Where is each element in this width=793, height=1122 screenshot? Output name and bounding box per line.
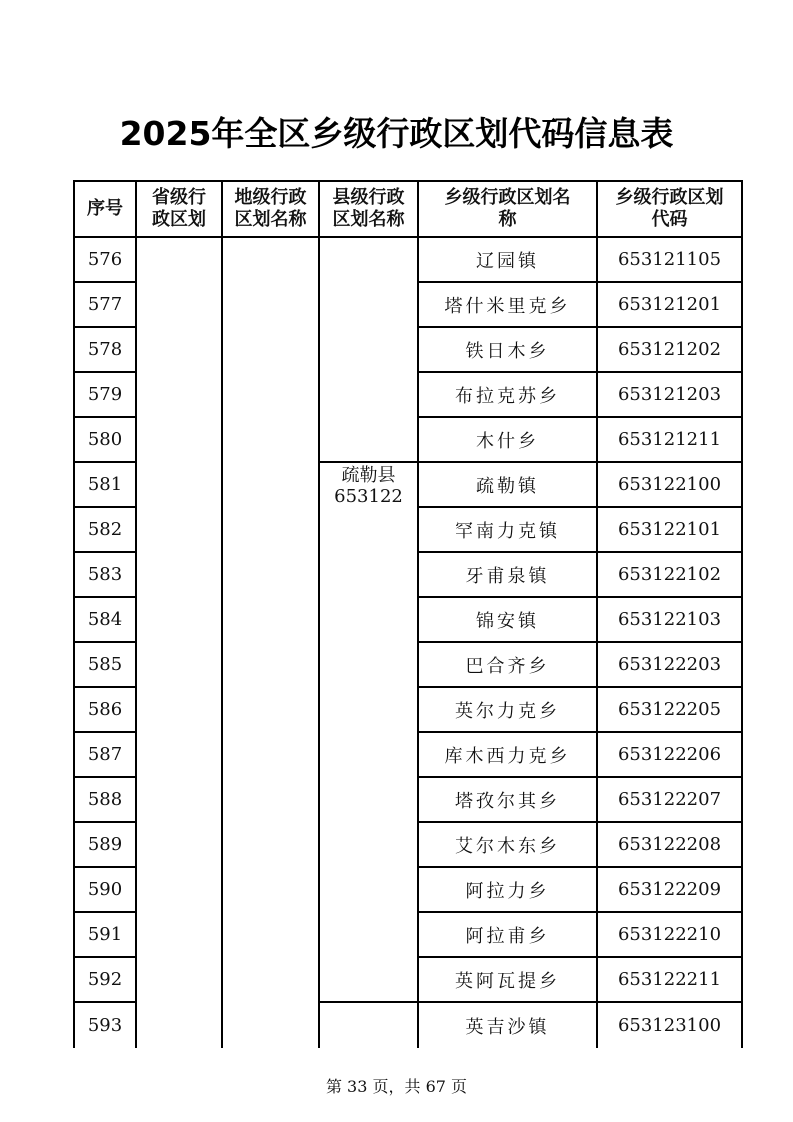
town-code-cell: 653122101 [597,507,742,552]
page-title: 2025年全区乡级行政区划代码信息表 [119,114,674,153]
seq-cell: 591 [74,912,136,957]
town-code-cell: 653122102 [597,552,742,597]
county-cell [319,462,418,1002]
seq-cell: 582 [74,507,136,552]
county-name: 疏勒县 [341,465,396,486]
header-prefecture-line1: 地级行政 [234,187,307,208]
seq-cell: 593 [74,1002,136,1048]
town-name-cell: 艾尔木东乡 [418,822,597,867]
header-town-line2: 称 [498,209,517,230]
page-footer: 第 33 页，共 67 页 [325,1077,468,1096]
town-code-cell: 653122203 [597,642,742,687]
seq-cell: 586 [74,687,136,732]
town-name-cell: 巴合齐乡 [418,642,597,687]
header-province [136,181,222,237]
header-seq [74,181,136,237]
province-cell [136,237,222,1048]
town-name-cell: 英阿瓦提乡 [418,957,597,1002]
town-code-cell: 653122210 [597,912,742,957]
header-prefecture [222,181,319,237]
town-name-cell: 木什乡 [418,417,597,462]
town-name-cell: 塔孜尔其乡 [418,777,597,822]
town-name-cell: 布拉克苏乡 [418,372,597,417]
header-code-line2: 代码 [651,209,688,230]
division-code-table [73,180,743,1048]
town-name-cell: 辽园镇 [418,237,597,282]
town-name-cell: 疏勒镇 [418,462,597,507]
seq-cell: 589 [74,822,136,867]
town-name-cell: 牙甫泉镇 [418,552,597,597]
town-code-cell: 653121105 [597,237,742,282]
county-cell-previous [319,237,418,462]
town-code-cell: 653123100 [597,1002,742,1048]
header-seq-label: 序号 [87,198,123,219]
county-code: 653122 [334,486,403,507]
town-code-cell: 653121201 [597,282,742,327]
town-name-cell: 铁日木乡 [418,327,597,372]
seq-cell: 576 [74,237,136,282]
seq-cell: 590 [74,867,136,912]
town-name-cell: 库木西力克乡 [418,732,597,777]
header-province-line1: 省级行 [152,187,206,208]
seq-cell: 588 [74,777,136,822]
town-code-cell: 653121203 [597,372,742,417]
town-code-cell: 653122206 [597,732,742,777]
town-code-cell: 653122208 [597,822,742,867]
town-code-cell: 653121202 [597,327,742,372]
town-code-cell: 653122103 [597,597,742,642]
seq-cell: 587 [74,732,136,777]
seq-cell: 581 [74,462,136,507]
header-county-line1: 县级行政 [332,187,405,208]
town-code-cell: 653122207 [597,777,742,822]
header-county [319,181,418,237]
header-town-name [418,181,597,237]
header-town-code [597,181,742,237]
town-code-cell: 653122209 [597,867,742,912]
town-code-cell: 653121211 [597,417,742,462]
town-code-cell: 653122205 [597,687,742,732]
town-name-cell: 英吉沙镇 [418,1002,597,1048]
town-code-cell: 653122100 [597,462,742,507]
header-county-line2: 区划名称 [332,209,405,230]
table-header [74,181,742,237]
seq-cell: 580 [74,417,136,462]
table-body [74,237,742,1048]
town-name-cell: 阿拉甫乡 [418,912,597,957]
header-province-line2: 政区划 [152,209,206,230]
header-prefecture-line2: 区划名称 [234,209,307,230]
prefecture-cell [222,237,319,1048]
seq-cell: 584 [74,597,136,642]
town-name-cell: 英尔力克乡 [418,687,597,732]
seq-cell: 577 [74,282,136,327]
header-town-line1: 乡级行政区划名 [444,187,571,208]
header-code-line1: 乡级行政区划 [615,187,724,208]
seq-cell: 585 [74,642,136,687]
table-row [74,237,742,282]
town-code-cell: 653122211 [597,957,742,1002]
county-cell-next [319,1002,418,1048]
town-name-cell: 罕南力克镇 [418,507,597,552]
seq-cell: 579 [74,372,136,417]
seq-cell: 583 [74,552,136,597]
seq-cell: 578 [74,327,136,372]
town-name-cell: 塔什米里克乡 [418,282,597,327]
town-name-cell: 锦安镇 [418,597,597,642]
seq-cell: 592 [74,957,136,1002]
town-name-cell: 阿拉力乡 [418,867,597,912]
